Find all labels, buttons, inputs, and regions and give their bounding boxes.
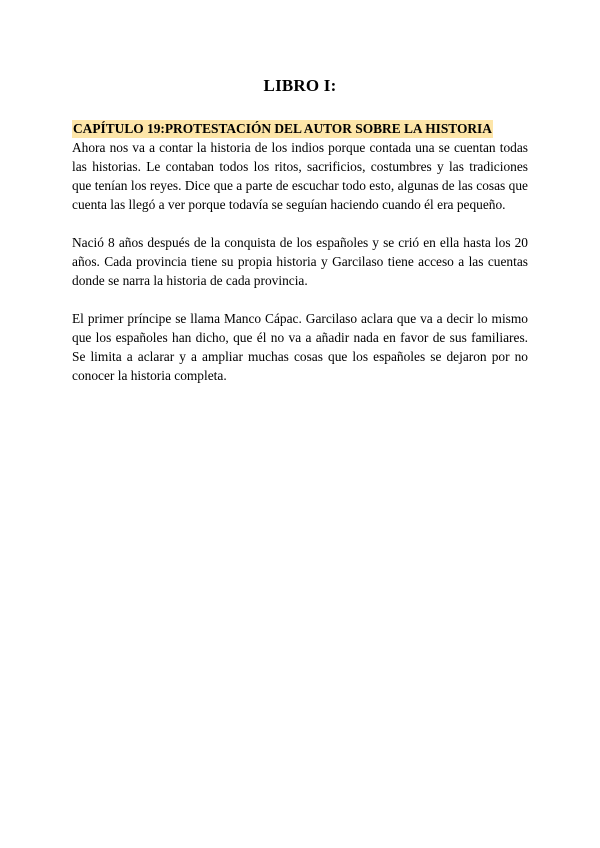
paragraph-3: El primer príncipe se llama Manco Cápac. Garcilaso aclara que va a decir lo mismo que los españoles han dicho, que él no va a añadir nada en favor de sus familiares. Se limita a aclarar y a ampliar muchas cosas que los españoles se dejaron por no conocer la historia completa. xyxy=(72,311,528,383)
paragraph-2: Nació 8 años después de la conquista de los españoles y se crió en ella hasta los 20 años. Cada provincia tiene su propia historia y Garcilaso tiene acceso a las cuentas donde se narra la historia de cada provincia. xyxy=(72,235,528,288)
paragraph-1: Ahora nos va a contar la historia de los indios porque contada una se cuentan todas las historias. Le contaban todos los ritos, sacrificios, costumbres y las tradiciones que tenían los reyes. Dice que a parte de escuchar todo esto, algunas de las cosas que cuenta las llegó a ver porque todavía se seguían haciendo cuando él era pequeño. xyxy=(72,140,528,212)
chapter-heading: CAPÍTULO 19:PROTESTACIÓN DEL AUTOR SOBRE LA HISTORIA xyxy=(73,121,492,136)
book-title: LIBRO I: xyxy=(263,76,337,95)
document-body xyxy=(72,120,528,385)
paragraph-spacer xyxy=(72,214,528,233)
paragraph-spacer xyxy=(72,290,528,309)
